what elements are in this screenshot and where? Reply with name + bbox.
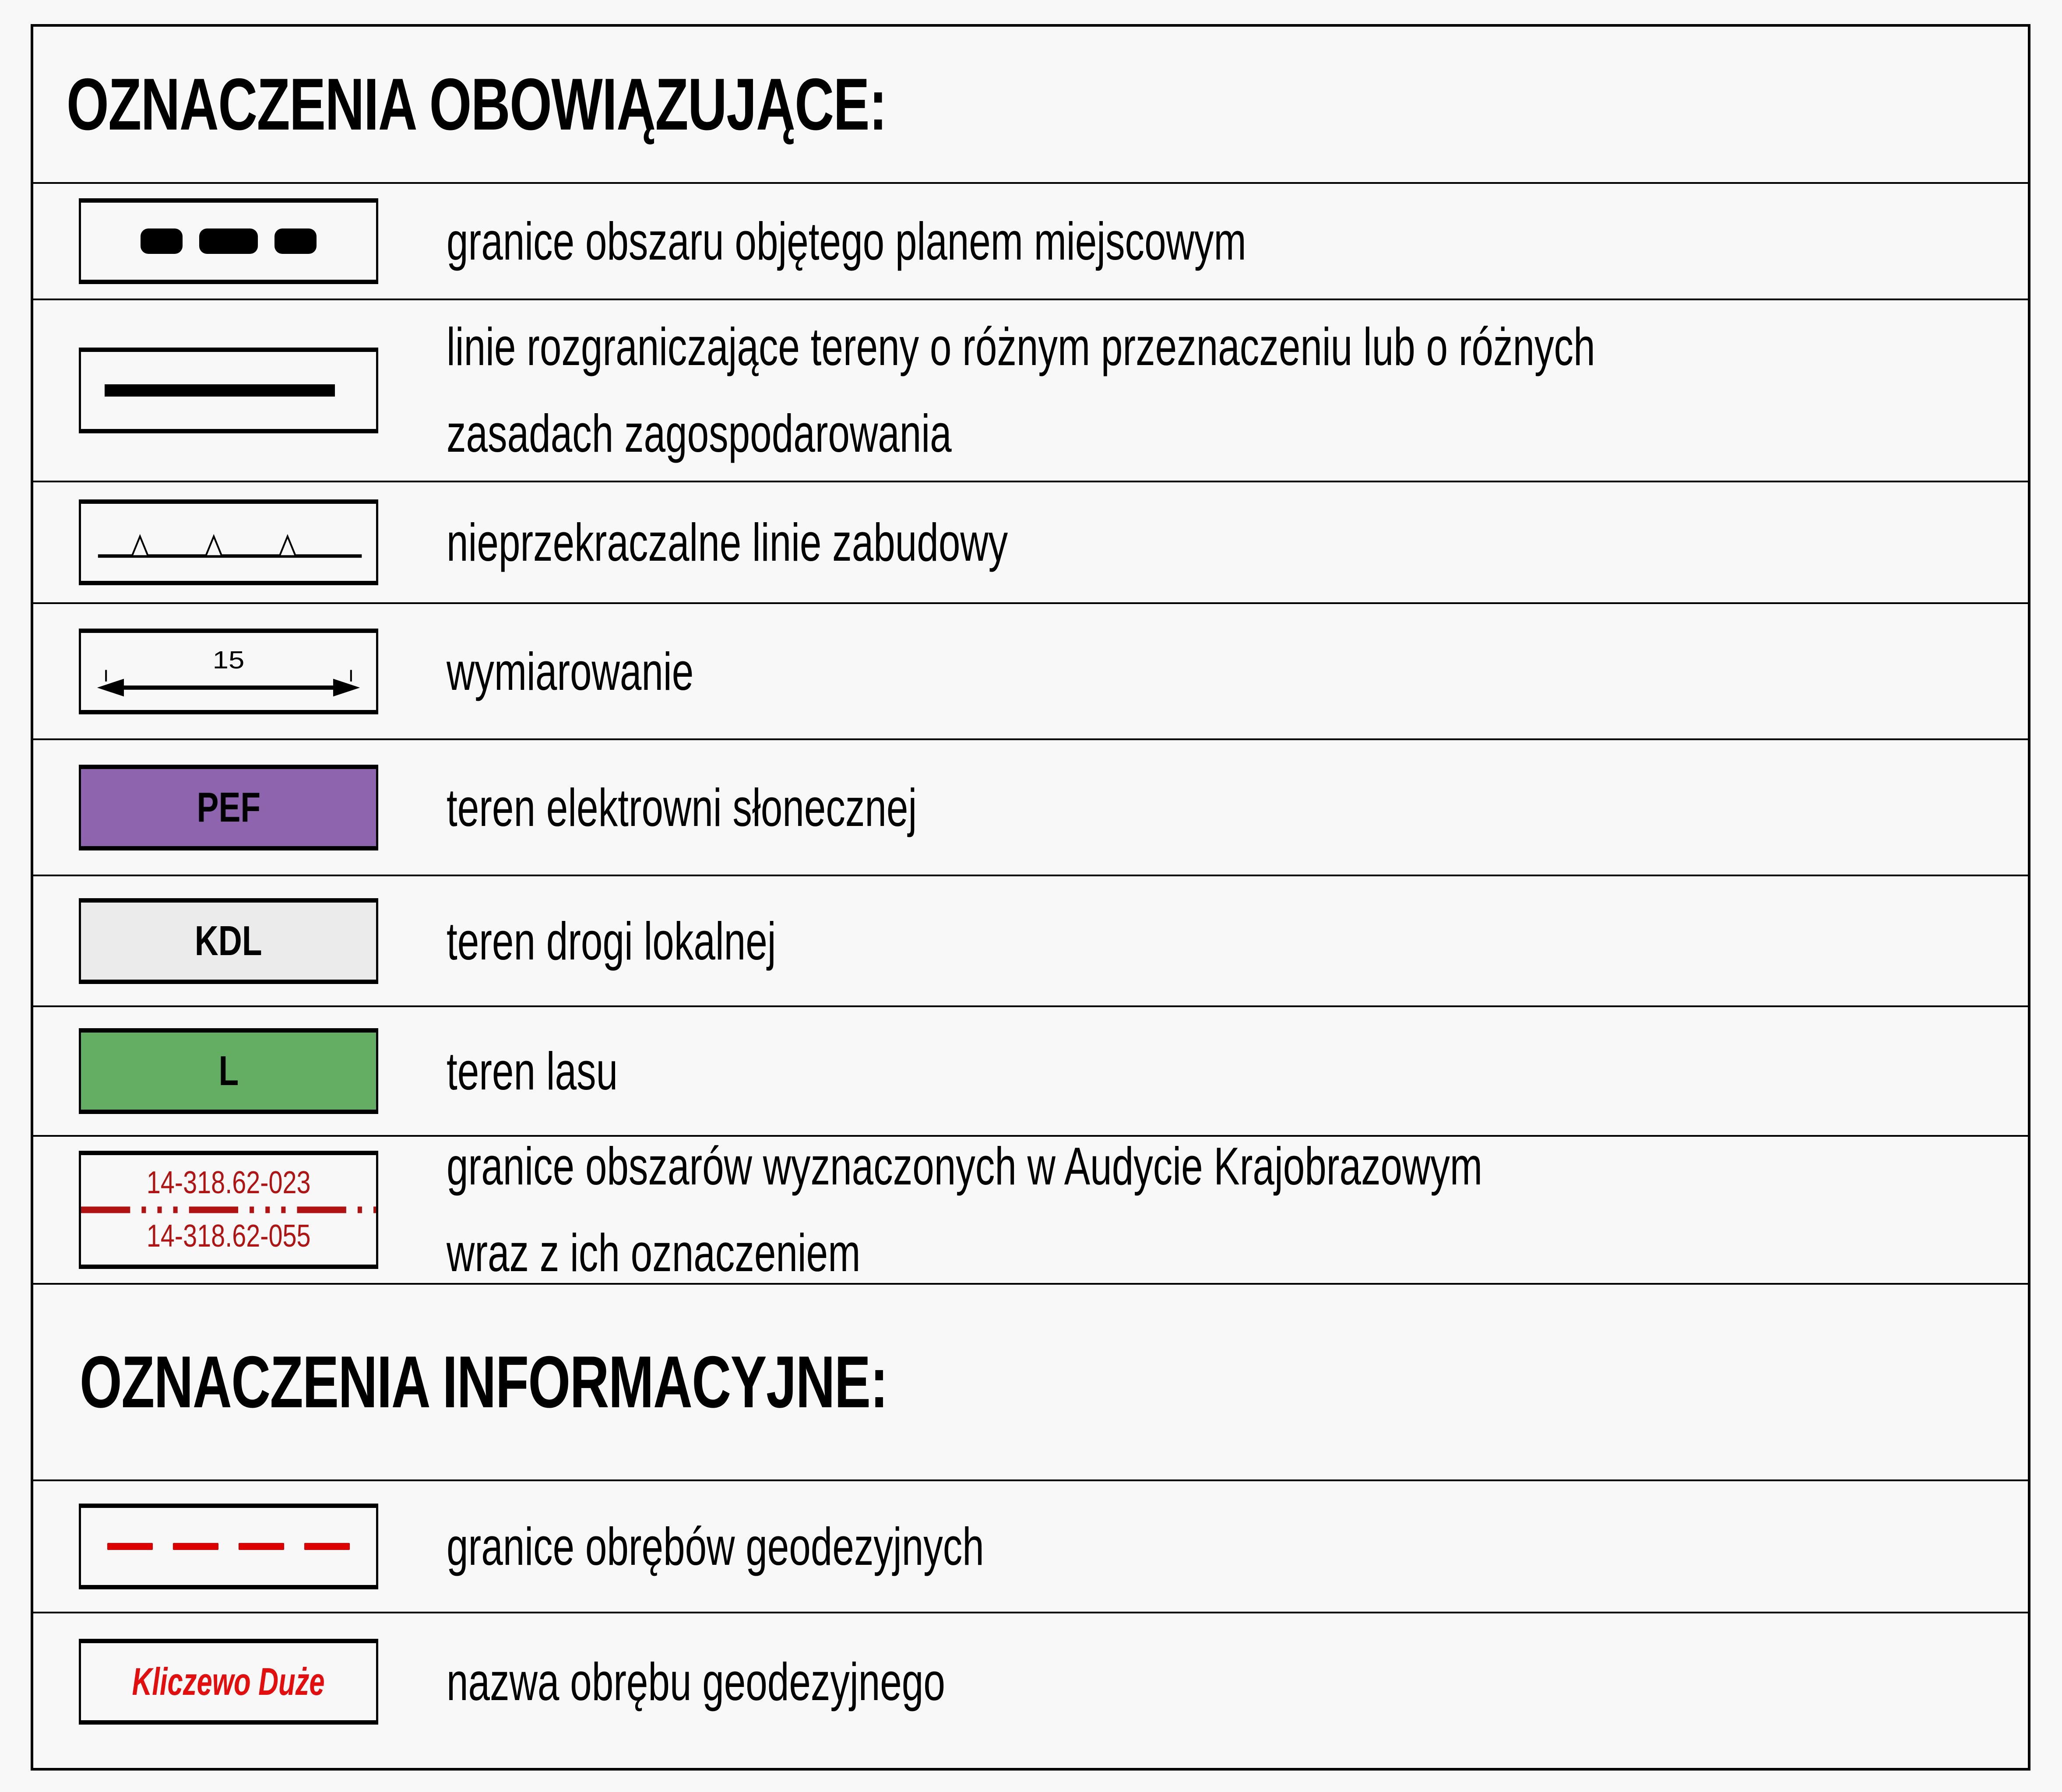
area-code-label: KDL: [195, 917, 262, 964]
legend-row-label: teren drogi lokalnej: [447, 911, 776, 971]
legend-row-label: nazwa obrębu geodezyjnego: [447, 1652, 945, 1711]
legend-row-label: granice obszaru objętego planem miejscowym: [447, 211, 1246, 271]
local-road-area-icon: [79, 898, 378, 984]
plan-area-boundary-icon: [79, 198, 378, 284]
legend-row-landscape-audit: [33, 1137, 2028, 1285]
district-name-sample: Kliczewo Duże: [132, 1660, 325, 1703]
legend-row-building-line: [33, 482, 2028, 604]
legend-row-dividing-line: [33, 300, 2028, 482]
legend-row-plan-boundary: [33, 184, 2028, 300]
header-binding-row: [33, 27, 2028, 184]
area-code-label: L: [218, 1047, 239, 1094]
legend-row-dimensioning: [33, 604, 2028, 740]
header-binding-title: OZNACZENIA OBOWIĄZUJĄCE:: [67, 63, 887, 145]
legend-row-label: granice obszarów wyznaczonych w Audycie Krajobrazowym wraz z ich oznaczeniem: [447, 1136, 1483, 1283]
dividing-line-icon: [79, 348, 378, 433]
geodetic-district-name-icon: [79, 1639, 378, 1725]
legend-row-solar-area: [33, 740, 2028, 876]
forest-area-icon: [79, 1028, 378, 1114]
legend-row-geodetic-name: [33, 1613, 2028, 1750]
solar-power-area-icon: [79, 765, 378, 850]
legend-row-local-road: [33, 876, 2028, 1007]
legend-row-label: teren lasu: [447, 1041, 618, 1101]
building-limit-line-icon: [79, 499, 378, 585]
legend-row-label: linie rozgraniczające tereny o różnym przeznaczeniu lub o różnych zasadach zagospodarowania: [447, 317, 1595, 463]
legend-row-label: teren elektrowni słonecznej: [447, 777, 917, 837]
legend-row-label: granice obrębów geodezyjnych: [447, 1517, 984, 1576]
geodetic-district-boundary-icon: [79, 1504, 378, 1589]
dimensioning-icon: [79, 629, 378, 714]
audit-area-code-bottom: 14-318.62-055: [146, 1219, 311, 1254]
legend-row-label: wymiarowanie: [447, 641, 694, 701]
legend-row-geodetic-boundary: [33, 1481, 2028, 1613]
header-informational-row: [33, 1285, 2028, 1481]
landscape-audit-boundary-icon: [79, 1151, 378, 1269]
audit-area-code-top: 14-318.62-023: [146, 1165, 311, 1201]
legend-row-forest: [33, 1007, 2028, 1137]
legend-table: [31, 24, 2030, 1771]
area-code-label: PEF: [197, 784, 260, 831]
header-informational-title: OZNACZENIA INFORMACYJNE:: [80, 1341, 888, 1423]
legend-row-label: nieprzekraczalne linie zabudowy: [447, 513, 1008, 572]
svg-text:15: 15: [212, 646, 245, 674]
